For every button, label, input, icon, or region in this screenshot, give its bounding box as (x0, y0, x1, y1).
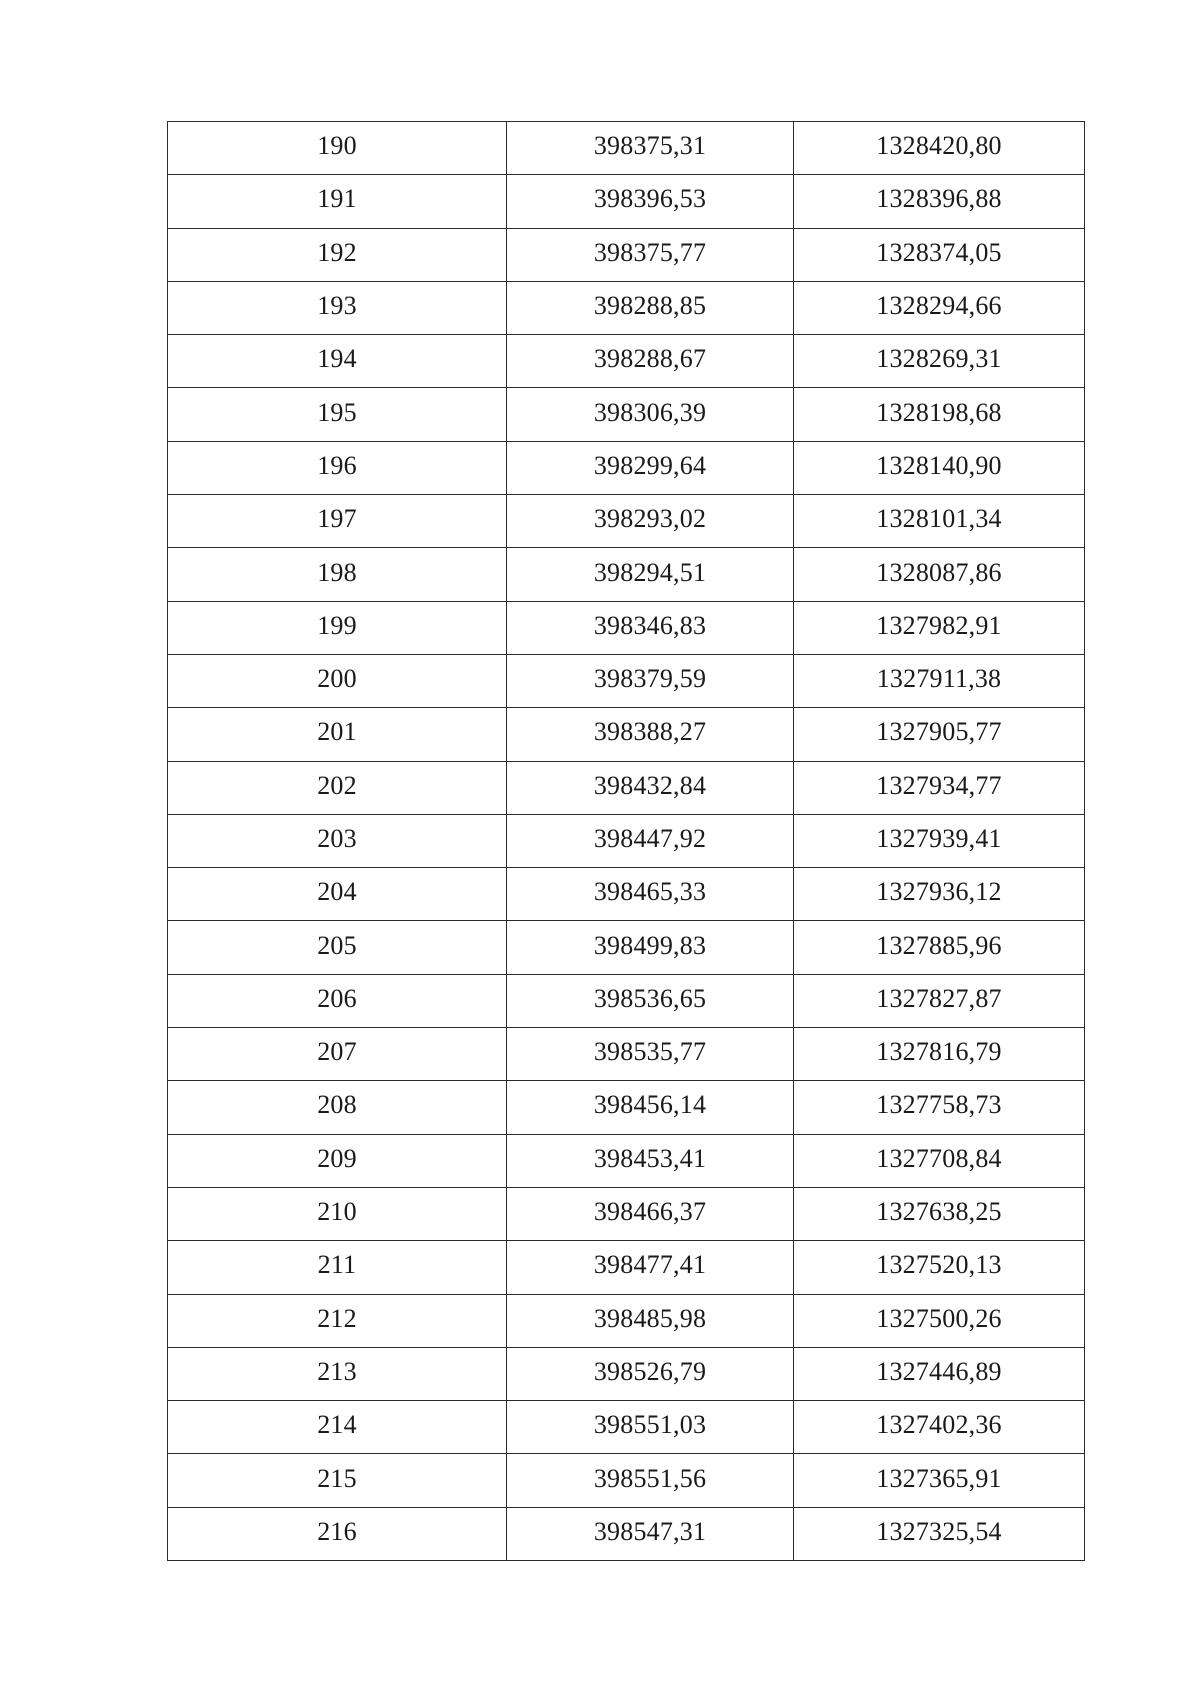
table-row (168, 708, 1085, 761)
y-coordinate-cell: 1327827,87 (794, 974, 1085, 1027)
table-row (168, 1454, 1085, 1507)
table-row (168, 228, 1085, 281)
point-number-cell: 206 (168, 974, 507, 1027)
x-coordinate-cell: 398299,64 (507, 441, 794, 494)
x-coordinate-cell: 398388,27 (507, 708, 794, 761)
table-row (168, 761, 1085, 814)
point-number-cell: 205 (168, 921, 507, 974)
point-number-cell: 210 (168, 1187, 507, 1240)
y-coordinate-cell: 1327934,77 (794, 761, 1085, 814)
y-coordinate-cell: 1328396,88 (794, 175, 1085, 228)
x-coordinate-cell: 398375,31 (507, 122, 794, 175)
x-coordinate-cell: 398536,65 (507, 974, 794, 1027)
y-coordinate-cell: 1327500,26 (794, 1294, 1085, 1347)
coordinates-table (167, 121, 1085, 1561)
point-number-cell: 203 (168, 814, 507, 867)
point-number-cell: 214 (168, 1401, 507, 1454)
table-row (168, 868, 1085, 921)
x-coordinate-cell: 398551,03 (507, 1401, 794, 1454)
point-number-cell: 190 (168, 122, 507, 175)
point-number-cell: 192 (168, 228, 507, 281)
point-number-cell: 194 (168, 335, 507, 388)
table-row (168, 122, 1085, 175)
y-coordinate-cell: 1327520,13 (794, 1241, 1085, 1294)
point-number-cell: 202 (168, 761, 507, 814)
table-row (168, 548, 1085, 601)
table-row (168, 1081, 1085, 1134)
x-coordinate-cell: 398535,77 (507, 1028, 794, 1081)
y-coordinate-cell: 1327982,91 (794, 601, 1085, 654)
table-row (168, 388, 1085, 441)
x-coordinate-cell: 398526,79 (507, 1347, 794, 1400)
y-coordinate-cell: 1328198,68 (794, 388, 1085, 441)
y-coordinate-cell: 1327758,73 (794, 1081, 1085, 1134)
y-coordinate-cell: 1328269,31 (794, 335, 1085, 388)
x-coordinate-cell: 398379,59 (507, 654, 794, 707)
x-coordinate-cell: 398306,39 (507, 388, 794, 441)
y-coordinate-cell: 1327911,38 (794, 654, 1085, 707)
point-number-cell: 215 (168, 1454, 507, 1507)
x-coordinate-cell: 398465,33 (507, 868, 794, 921)
table-row (168, 654, 1085, 707)
table-row (168, 1347, 1085, 1400)
table-row (168, 495, 1085, 548)
x-coordinate-cell: 398432,84 (507, 761, 794, 814)
table-row (168, 441, 1085, 494)
x-coordinate-cell: 398294,51 (507, 548, 794, 601)
coordinates-table-body (168, 122, 1085, 1561)
table-row (168, 814, 1085, 867)
table-row (168, 335, 1085, 388)
y-coordinate-cell: 1327885,96 (794, 921, 1085, 974)
table-row (168, 601, 1085, 654)
y-coordinate-cell: 1327816,79 (794, 1028, 1085, 1081)
y-coordinate-cell: 1327905,77 (794, 708, 1085, 761)
x-coordinate-cell: 398477,41 (507, 1241, 794, 1294)
table-row (168, 1241, 1085, 1294)
table-row (168, 1187, 1085, 1240)
y-coordinate-cell: 1327446,89 (794, 1347, 1085, 1400)
point-number-cell: 212 (168, 1294, 507, 1347)
point-number-cell: 193 (168, 281, 507, 334)
y-coordinate-cell: 1328140,90 (794, 441, 1085, 494)
y-coordinate-cell: 1327325,54 (794, 1507, 1085, 1560)
table-row (168, 921, 1085, 974)
x-coordinate-cell: 398485,98 (507, 1294, 794, 1347)
x-coordinate-cell: 398456,14 (507, 1081, 794, 1134)
table-row (168, 1507, 1085, 1560)
y-coordinate-cell: 1327365,91 (794, 1454, 1085, 1507)
point-number-cell: 197 (168, 495, 507, 548)
y-coordinate-cell: 1328374,05 (794, 228, 1085, 281)
point-number-cell: 211 (168, 1241, 507, 1294)
x-coordinate-cell: 398466,37 (507, 1187, 794, 1240)
point-number-cell: 198 (168, 548, 507, 601)
point-number-cell: 204 (168, 868, 507, 921)
table-row (168, 1028, 1085, 1081)
point-number-cell: 191 (168, 175, 507, 228)
x-coordinate-cell: 398293,02 (507, 495, 794, 548)
x-coordinate-cell: 398447,92 (507, 814, 794, 867)
point-number-cell: 213 (168, 1347, 507, 1400)
table-row (168, 974, 1085, 1027)
table-row (168, 175, 1085, 228)
table-row (168, 1134, 1085, 1187)
point-number-cell: 209 (168, 1134, 507, 1187)
table-row (168, 1401, 1085, 1454)
point-number-cell: 200 (168, 654, 507, 707)
x-coordinate-cell: 398346,83 (507, 601, 794, 654)
point-number-cell: 216 (168, 1507, 507, 1560)
x-coordinate-cell: 398288,67 (507, 335, 794, 388)
table-row (168, 1294, 1085, 1347)
x-coordinate-cell: 398288,85 (507, 281, 794, 334)
y-coordinate-cell: 1327402,36 (794, 1401, 1085, 1454)
table-row (168, 281, 1085, 334)
x-coordinate-cell: 398396,53 (507, 175, 794, 228)
y-coordinate-cell: 1328294,66 (794, 281, 1085, 334)
point-number-cell: 199 (168, 601, 507, 654)
y-coordinate-cell: 1328087,86 (794, 548, 1085, 601)
x-coordinate-cell: 398499,83 (507, 921, 794, 974)
point-number-cell: 195 (168, 388, 507, 441)
point-number-cell: 208 (168, 1081, 507, 1134)
y-coordinate-cell: 1327939,41 (794, 814, 1085, 867)
x-coordinate-cell: 398547,31 (507, 1507, 794, 1560)
point-number-cell: 201 (168, 708, 507, 761)
x-coordinate-cell: 398375,77 (507, 228, 794, 281)
point-number-cell: 196 (168, 441, 507, 494)
y-coordinate-cell: 1327936,12 (794, 868, 1085, 921)
x-coordinate-cell: 398453,41 (507, 1134, 794, 1187)
y-coordinate-cell: 1327708,84 (794, 1134, 1085, 1187)
x-coordinate-cell: 398551,56 (507, 1454, 794, 1507)
point-number-cell: 207 (168, 1028, 507, 1081)
y-coordinate-cell: 1328101,34 (794, 495, 1085, 548)
y-coordinate-cell: 1327638,25 (794, 1187, 1085, 1240)
y-coordinate-cell: 1328420,80 (794, 122, 1085, 175)
